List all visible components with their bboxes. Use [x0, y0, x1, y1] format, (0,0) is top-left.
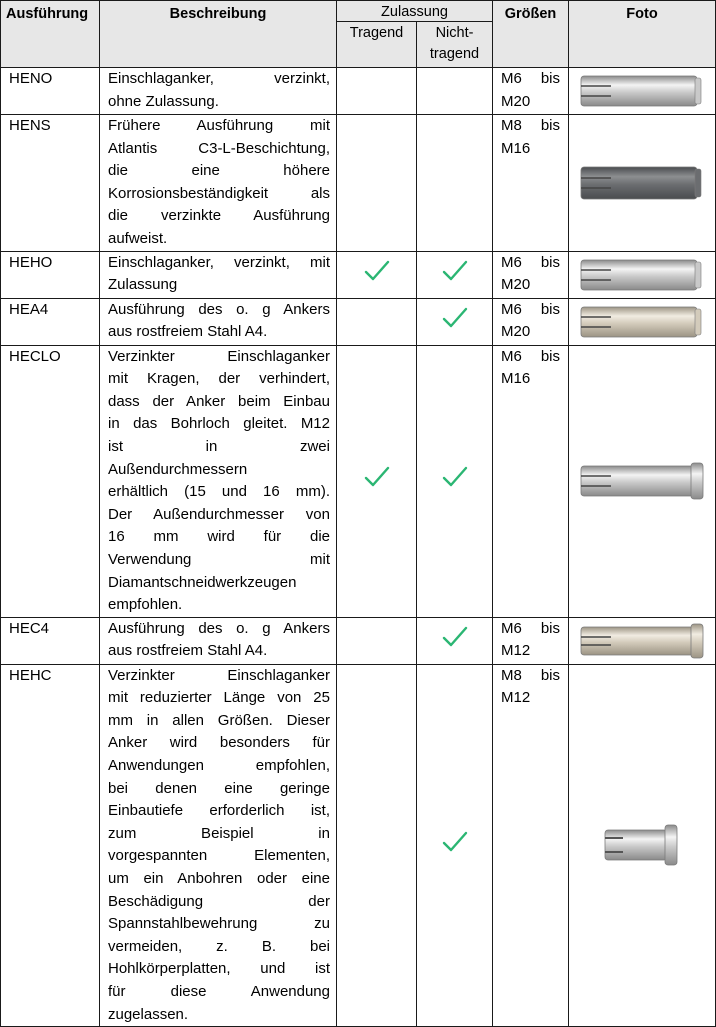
- description-line: Hohlkörperplatten, und ist: [108, 960, 330, 978]
- row-code: HEC4: [1, 617, 100, 664]
- row-nicht-tragend: [417, 617, 493, 664]
- size-to: M20: [501, 92, 531, 110]
- description-line: Frühere Ausführung mit: [108, 117, 330, 134]
- description-line: vermeiden, z. B. bei: [108, 937, 330, 955]
- header-foto: Foto: [569, 1, 716, 68]
- size-to: M12: [501, 689, 531, 707]
- table-row: [1, 664, 716, 1027]
- row-sizes: [493, 68, 569, 115]
- row-description: [100, 664, 337, 1027]
- row-photo: [569, 298, 716, 345]
- description-line: Anker wird besonders für: [108, 734, 330, 752]
- description-line: um ein Anbohren oder eine: [108, 870, 330, 888]
- table-row: [1, 68, 716, 115]
- description-line: Einschlaganker, verzinkt,: [108, 70, 330, 87]
- description-line: Außendurchmessern: [108, 460, 248, 478]
- row-sizes: [493, 251, 569, 298]
- anchor-short-icon: [601, 822, 683, 868]
- row-code: HECLO: [1, 345, 100, 617]
- table-body: [1, 68, 716, 1027]
- row-nicht-tragend: [417, 68, 493, 115]
- table-row: [1, 298, 716, 345]
- row-photo: [569, 345, 716, 617]
- description-line: dass der Anker beim Einbau: [108, 392, 330, 410]
- row-sizes: [493, 664, 569, 1027]
- row-photo: [569, 664, 716, 1027]
- size-bis: bis: [540, 70, 560, 87]
- description-line: Ausführung des o. g Ankers: [108, 300, 330, 318]
- description-line: Diamantschneidwerkzeugen: [108, 573, 297, 591]
- size-bis: bis: [540, 347, 560, 365]
- row-description: [100, 298, 337, 345]
- row-tragend: [337, 251, 417, 298]
- size-range: [501, 346, 560, 369]
- header-beschreibung: Beschreibung: [100, 1, 337, 68]
- description-line: erhältlich (15 und 16 mm).: [108, 483, 330, 501]
- header-nicht-tragend-line1: Nicht-: [435, 25, 474, 41]
- description-line: Korrosionsbeständigkeit als: [108, 184, 330, 202]
- description-line: aufweist.: [108, 229, 168, 247]
- description-line: Verzinkter Einschlaganker: [108, 347, 330, 365]
- table-row: [1, 251, 716, 298]
- description-line: zugelassen.: [108, 1005, 189, 1023]
- description-line: die verzinkte Ausführung: [108, 207, 330, 225]
- check-icon: [442, 307, 468, 329]
- check-icon: [364, 466, 390, 488]
- header-nicht-tragend: [417, 22, 493, 68]
- row-tragend: [337, 68, 417, 115]
- anchor-collar-icon: [579, 462, 705, 500]
- header-nicht-tragend-line2: tragend: [429, 46, 480, 62]
- anchor-zinc-icon: [579, 72, 705, 110]
- description-line: mit reduzierter Länge von 25: [108, 689, 330, 707]
- size-from: M6: [501, 253, 522, 271]
- size-from: M6: [501, 70, 522, 87]
- header-zulassung: Zulassung: [337, 1, 493, 22]
- check-icon: [442, 831, 468, 853]
- size-range: [501, 68, 560, 91]
- description-line: Spannstahlbewehrung zu: [108, 915, 330, 933]
- description-line: empfohlen.: [108, 596, 183, 614]
- table-row: [1, 617, 716, 664]
- size-from: M8: [501, 666, 522, 684]
- row-sizes: [493, 345, 569, 617]
- row-photo: [569, 617, 716, 664]
- description-line: Einschlaganker, verzinkt, mit: [108, 253, 330, 271]
- row-nicht-tragend: [417, 298, 493, 345]
- header-tragend: Tragend: [337, 22, 417, 68]
- description-line: Einbautiefe erforderlich ist,: [108, 802, 330, 820]
- row-tragend: [337, 115, 417, 252]
- size-range: [501, 299, 560, 322]
- header-row: [1, 1, 716, 22]
- row-tragend: [337, 345, 417, 617]
- description-line: Atlantis C3-L-Beschichtung,: [108, 139, 330, 157]
- description-line: aus rostfreiem Stahl A4.: [108, 642, 268, 660]
- row-tragend: [337, 664, 417, 1027]
- row-code: HENO: [1, 68, 100, 115]
- description-line: für diese Anwendung: [108, 983, 330, 1000]
- size-range: [501, 252, 560, 275]
- row-description: [100, 68, 337, 115]
- row-photo: [569, 251, 716, 298]
- row-code: HEHO: [1, 251, 100, 298]
- check-icon: [442, 626, 468, 648]
- row-description: [100, 345, 337, 617]
- description-line: Der Außendurchmesser von: [108, 505, 330, 523]
- size-from: M6: [501, 347, 522, 365]
- row-sizes: [493, 115, 569, 252]
- description-line: die eine höhere: [108, 162, 330, 180]
- size-bis: bis: [540, 253, 560, 271]
- size-to: M20: [501, 323, 531, 341]
- size-bis: bis: [540, 117, 560, 134]
- check-icon: [364, 260, 390, 282]
- row-photo: [569, 68, 716, 115]
- description-line: Anwendungen empfohlen,: [108, 757, 330, 775]
- description-line: Beschädigung der: [108, 892, 330, 910]
- header-ausfuehrung: Ausführung: [1, 1, 100, 68]
- size-from: M6: [501, 300, 522, 318]
- size-range: [501, 115, 560, 138]
- description-line: Verwendung mit: [108, 550, 330, 568]
- size-from: M6: [501, 619, 522, 637]
- row-photo: [569, 115, 716, 252]
- anchor-coated-icon: [579, 163, 705, 203]
- size-range: [501, 618, 560, 641]
- description-line: mm in allen Größen. Dieser: [108, 711, 330, 729]
- row-tragend: [337, 617, 417, 664]
- anchor-stainless-collar-icon: [579, 623, 705, 659]
- description-line: vorgespannten Elementen,: [108, 847, 330, 865]
- row-description: [100, 617, 337, 664]
- table-row: [1, 345, 716, 617]
- row-nicht-tragend: [417, 664, 493, 1027]
- table-row: [1, 115, 716, 252]
- header-groessen: Größen: [493, 1, 569, 68]
- description-line: Zulassung: [108, 276, 178, 294]
- check-icon: [442, 466, 468, 488]
- row-nicht-tragend: [417, 115, 493, 252]
- description-line: mit Kragen, der verhindert,: [108, 370, 330, 388]
- description-line: in das Bohrloch gleitet. M12: [108, 415, 330, 433]
- row-code: HEA4: [1, 298, 100, 345]
- row-code: HENS: [1, 115, 100, 252]
- row-nicht-tragend: [417, 251, 493, 298]
- size-bis: bis: [540, 666, 560, 684]
- row-nicht-tragend: [417, 345, 493, 617]
- row-sizes: [493, 298, 569, 345]
- description-line: zum Beispiel in: [108, 824, 330, 842]
- description-line: 16 mm wird für die: [108, 528, 330, 546]
- description-line: ist in zwei: [108, 437, 330, 455]
- size-to: M16: [501, 370, 531, 388]
- size-to: M20: [501, 276, 531, 294]
- anchor-stainless-icon: [579, 303, 705, 341]
- size-bis: bis: [540, 619, 560, 637]
- anchor-zinc-icon: [579, 256, 705, 294]
- description-line: Ausführung des o. g Ankers: [108, 619, 330, 637]
- size-bis: bis: [540, 300, 560, 318]
- description-line: Verzinkter Einschlaganker: [108, 666, 330, 684]
- row-tragend: [337, 298, 417, 345]
- description-line: bei denen eine geringe: [108, 779, 330, 797]
- check-icon: [442, 260, 468, 282]
- size-to: M16: [501, 139, 531, 157]
- row-sizes: [493, 617, 569, 664]
- row-code: HEHC: [1, 664, 100, 1027]
- description-line: aus rostfreiem Stahl A4.: [108, 323, 268, 341]
- size-to: M12: [501, 642, 531, 660]
- description-line: ohne Zulassung.: [108, 92, 219, 110]
- row-description: [100, 251, 337, 298]
- row-description: [100, 115, 337, 252]
- size-range: [501, 665, 560, 688]
- size-from: M8: [501, 117, 522, 134]
